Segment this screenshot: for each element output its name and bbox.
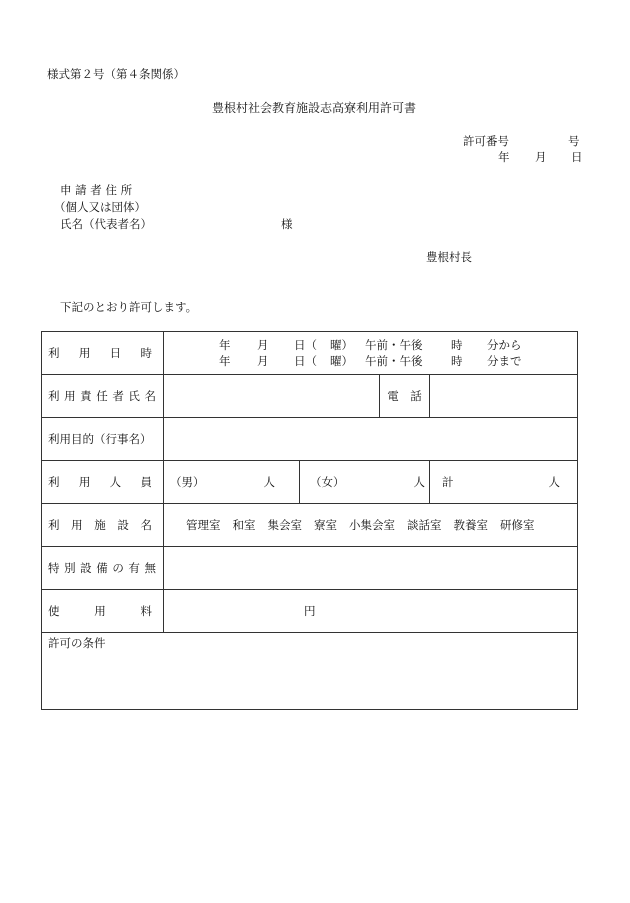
total-label: 計: [442, 475, 454, 489]
phone-label: 電 話: [380, 375, 430, 418]
fee-unit: 円: [304, 604, 316, 618]
male-unit: 人: [263, 475, 275, 489]
honorific: 様: [281, 217, 293, 231]
facility-option[interactable]: 寮室: [314, 518, 337, 532]
facility-label: 利 用 施 設 名: [42, 504, 164, 547]
male-label: （男）: [170, 475, 205, 489]
facility-option[interactable]: 教養室: [453, 518, 488, 532]
facility-options: [164, 504, 578, 547]
date-month: 月: [535, 150, 547, 164]
special-equipment-label: 特 別 設 備 の 有 無: [42, 547, 164, 590]
male-count-field[interactable]: [164, 461, 300, 504]
facility-option[interactable]: 管理室: [186, 518, 221, 532]
responsible-person-label: 利 用 責 任 者 氏 名: [42, 375, 164, 418]
fee-label: 使 用 料: [42, 590, 164, 633]
permit-number-suffix: 号: [568, 134, 580, 148]
document-title: 豊根村社会教育施設志高寮利用許可書: [212, 101, 417, 115]
phone-field[interactable]: [430, 375, 578, 418]
fee-field[interactable]: [164, 590, 578, 633]
facility-option[interactable]: 小集会室: [349, 518, 395, 532]
applicant-name-label: 氏名（代表者名）: [60, 217, 152, 231]
conditions-label: 許可の条件: [48, 636, 106, 650]
conditions-field[interactable]: [42, 633, 578, 710]
purpose-field[interactable]: [164, 418, 578, 461]
total-count-field[interactable]: [430, 461, 578, 504]
female-label: （女）: [310, 475, 345, 489]
row-usage-datetime: [42, 332, 578, 375]
row-fee: [42, 590, 578, 633]
applicant-address-label: 申 請 者 住 所: [60, 183, 133, 197]
applicant-type-note: （個人又は団体）: [54, 200, 146, 214]
usage-datetime-field[interactable]: 年 月 日（ 曜） 午前・午後 時 分から 年 月 日（ 曜） 午前・午後 時 分まで: [164, 332, 578, 375]
row-special-equipment: [42, 547, 578, 590]
special-equipment-field[interactable]: [164, 547, 578, 590]
form-number: 様式第２号（第４条関係）: [47, 67, 185, 81]
female-count-field[interactable]: [300, 461, 430, 504]
intro-text: 下記のとおり許可します。: [60, 300, 198, 314]
female-unit: 人: [413, 475, 425, 489]
usage-datetime-label: 利 用 日 時: [42, 332, 164, 375]
total-unit: 人: [548, 475, 560, 489]
date-day: 日: [571, 150, 583, 164]
user-count-label: 利 用 人 員: [42, 461, 164, 504]
row-conditions: [42, 633, 578, 710]
permit-form-table: [41, 331, 578, 710]
facility-option[interactable]: 和室: [232, 518, 256, 532]
issuer-title: 豊根村長: [426, 250, 472, 264]
purpose-label: 利用目的（行事名）: [42, 418, 164, 461]
facility-option[interactable]: 談話室: [407, 518, 442, 532]
facility-option[interactable]: 研修室: [500, 518, 535, 532]
row-purpose: [42, 418, 578, 461]
responsible-person-field[interactable]: [164, 375, 380, 418]
permit-number-label: 許可番号: [463, 134, 509, 148]
row-facility: [42, 504, 578, 547]
row-user-count: [42, 461, 578, 504]
row-responsible-person: [42, 375, 578, 418]
facility-option[interactable]: 集会室: [267, 518, 302, 532]
date-year: 年: [498, 150, 510, 164]
